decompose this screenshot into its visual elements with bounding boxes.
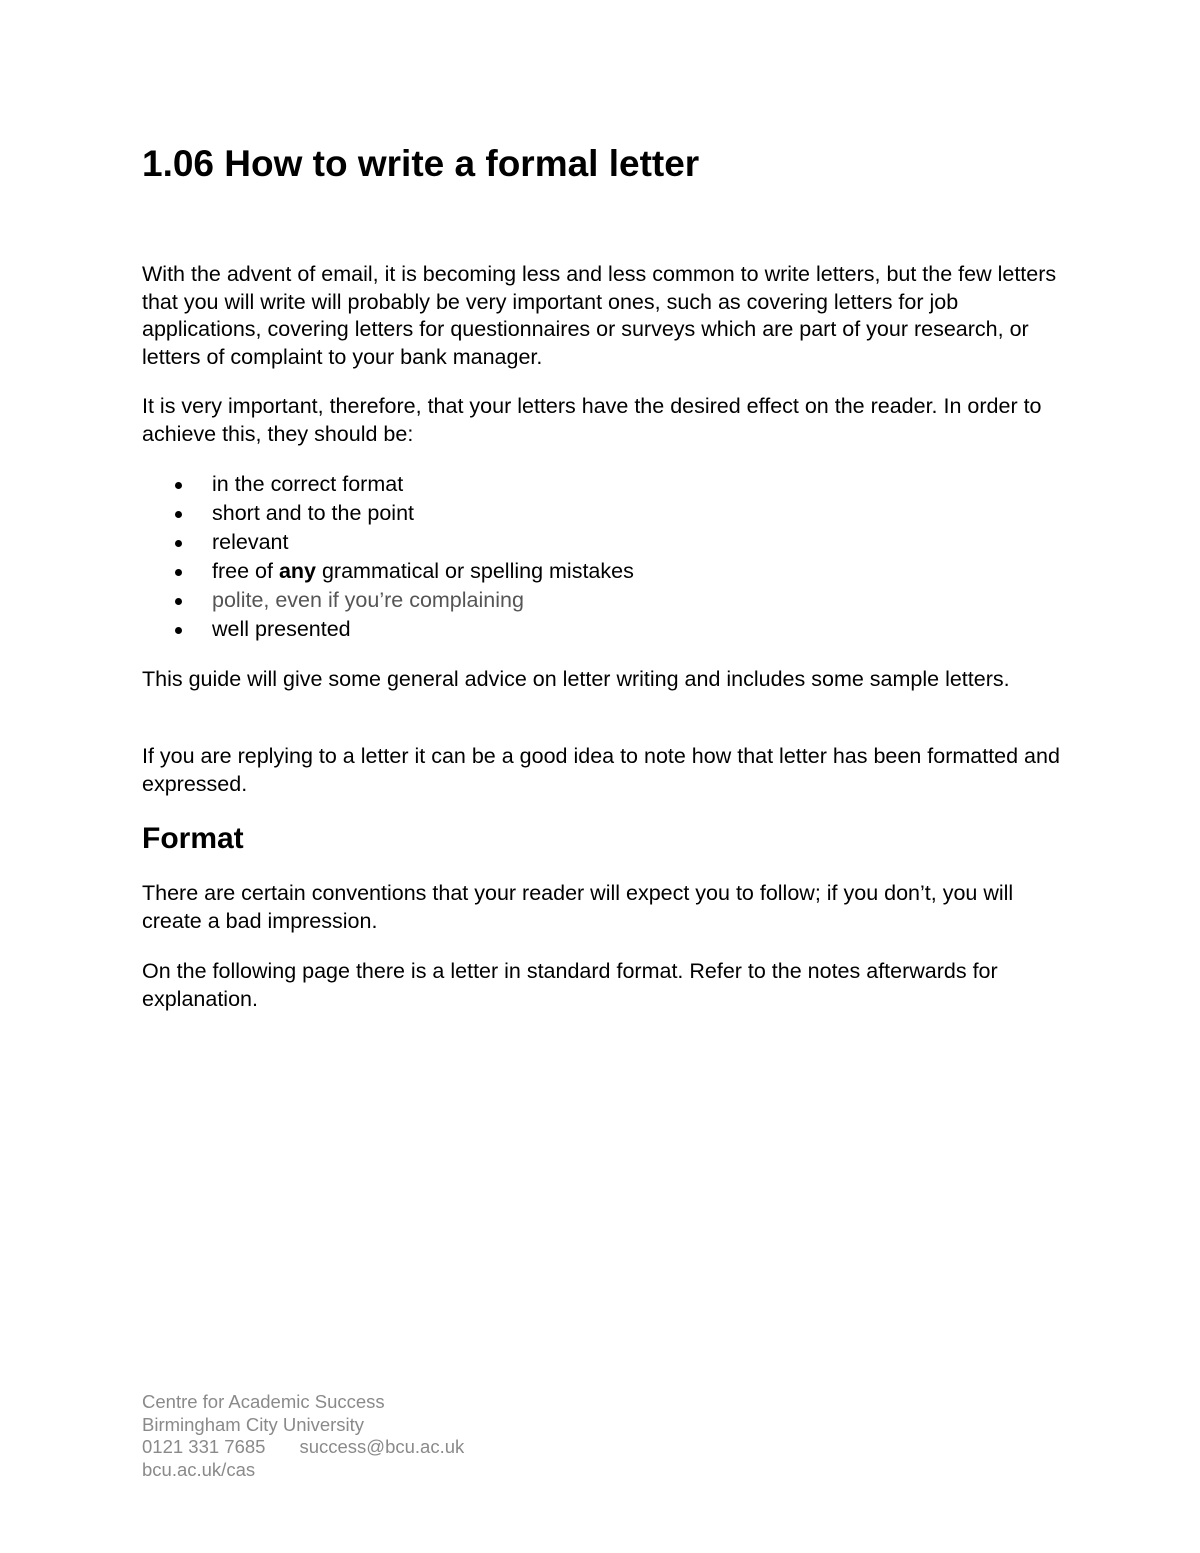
bullet-icon	[175, 598, 182, 605]
list-item-text: relevant	[212, 530, 289, 554]
footer-phone: 0121 331 7685	[142, 1436, 266, 1457]
footer-contact-line	[142, 1436, 464, 1459]
footer-org: Centre for Academic Success	[142, 1391, 385, 1412]
footer-website: bcu.ac.uk/cas	[142, 1458, 256, 1480]
intro-paragraph: With the advent of email, it is becoming less and less common to write letters, but the few letters that you will write will probably be very important ones, such as covering letters for job applications, covering letters for questionnaires or surveys which are part of your research, or letters of complaint to your bank manager.	[142, 262, 1057, 369]
list-item	[142, 557, 634, 586]
page-title: 1.06 How to write a formal letter	[142, 143, 700, 184]
page-footer	[142, 1391, 464, 1481]
format-heading: Format	[142, 822, 244, 855]
following-page-paragraph: On the following page there is a letter in standard format. Refer to the notes afterwards for explanation.	[142, 959, 998, 1011]
list-item-text-pre: free of	[212, 559, 279, 583]
replying-paragraph: If you are replying to a letter it can be a good idea to note how that letter has been formatted and expressed.	[142, 744, 1060, 796]
requirements-list	[142, 470, 634, 644]
bullet-icon	[175, 569, 182, 576]
list-item-emphasis: any	[278, 559, 316, 583]
list-item-text: polite, even if you’re complaining	[212, 588, 524, 612]
list-item-text: short and to the point	[212, 501, 415, 525]
bullet-icon	[175, 627, 182, 634]
footer-university: Birmingham City University	[142, 1413, 365, 1435]
list-item	[142, 615, 634, 644]
list-item	[142, 470, 634, 499]
guide-paragraph: This guide will give some general advice on letter writing and includes some sample letters.	[142, 667, 1010, 691]
list-item	[142, 586, 634, 615]
list-item	[142, 499, 634, 528]
bullet-icon	[175, 540, 182, 547]
list-item	[142, 528, 634, 557]
bullet-icon	[175, 482, 182, 489]
footer-email: success@bcu.ac.uk	[299, 1436, 465, 1457]
conventions-paragraph: There are certain conventions that your reader will expect you to follow; if you don’t, you will create a bad impression.	[142, 881, 1014, 933]
list-item-text-post: grammatical or spelling mistakes	[316, 559, 634, 583]
list-item-text: well presented	[212, 617, 351, 641]
list-item-text: in the correct format	[212, 472, 404, 496]
requirements-paragraph: It is very important, therefore, that your letters have the desired effect on the reader. In order to achieve this, they should be:	[142, 394, 1042, 446]
bullet-icon	[175, 511, 182, 518]
